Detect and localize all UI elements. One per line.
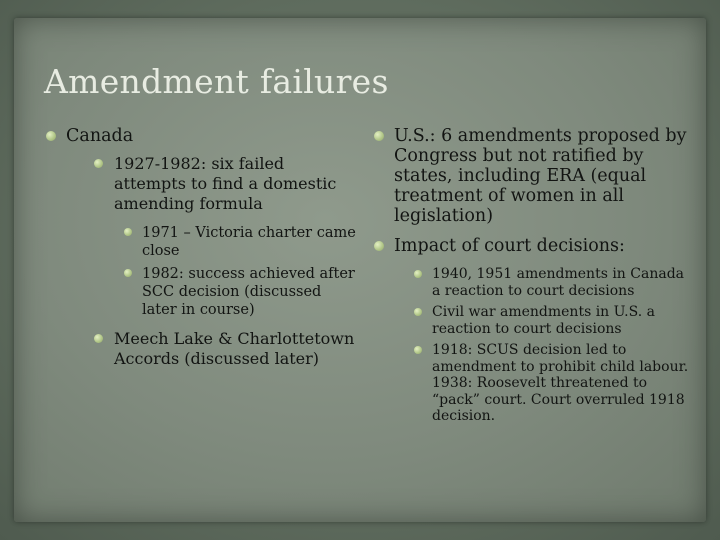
- bullet-dot: [124, 228, 132, 236]
- bullet-dot: [414, 270, 422, 278]
- bullet-dot: [94, 159, 103, 168]
- bullet-victoria-text: 1971 – Victoria charter came close: [142, 225, 356, 259]
- bullet-dot: [94, 334, 103, 343]
- left-column: [46, 126, 356, 379]
- bullet-dot: [124, 269, 132, 277]
- bullet-failed-attempts-text: 1927-1982: six failed attempts to find a domestic amending formula: [114, 154, 337, 213]
- bullet-civil-war-text: Civil war amendments in U.S. a reaction to court decisions: [432, 304, 655, 337]
- bullet-canada-amendments: [414, 266, 694, 299]
- bullet-dot: [46, 131, 56, 141]
- bullet-dot: [374, 241, 384, 251]
- bullet-meech-lake: [94, 329, 356, 369]
- bullet-victoria: [124, 224, 356, 260]
- bullet-us-text: U.S.: 6 amendments proposed by Congress but not ratified by states, including ERA (equal treatment of women in all legislation): [394, 126, 687, 226]
- right-column: [374, 126, 694, 435]
- slide-title: Amendment failures: [44, 62, 389, 101]
- bullet-canada-text: Canada: [66, 126, 134, 146]
- bullet-us: [374, 126, 694, 226]
- bullet-child-labour-text: 1918: SCUS decision led to amendment to prohibit child labour. 1938: Roosevelt threatened to “pack” court. Court overruled 1918 decision.: [432, 342, 689, 424]
- bullet-canada-amendments-text: 1940, 1951 amendments in Canada a reaction to court decisions: [432, 266, 685, 299]
- bullet-success-text: 1982: success achieved after SCC decision (discussed later in course): [142, 266, 355, 318]
- bullet-dot: [414, 308, 422, 316]
- bullet-child-labour: [414, 342, 694, 425]
- bullet-canada: [46, 126, 356, 369]
- bullet-meech-lake-text: Meech Lake & Charlottetown Accords (discussed later): [114, 329, 355, 368]
- bullet-dot: [414, 346, 422, 354]
- bullet-court-decisions: [374, 236, 694, 425]
- bullet-dot: [374, 131, 384, 141]
- bullet-failed-attempts: [94, 154, 356, 319]
- bullet-success: [124, 265, 356, 319]
- bullet-civil-war: [414, 304, 694, 337]
- bullet-court-decisions-text: Impact of court decisions:: [394, 236, 625, 256]
